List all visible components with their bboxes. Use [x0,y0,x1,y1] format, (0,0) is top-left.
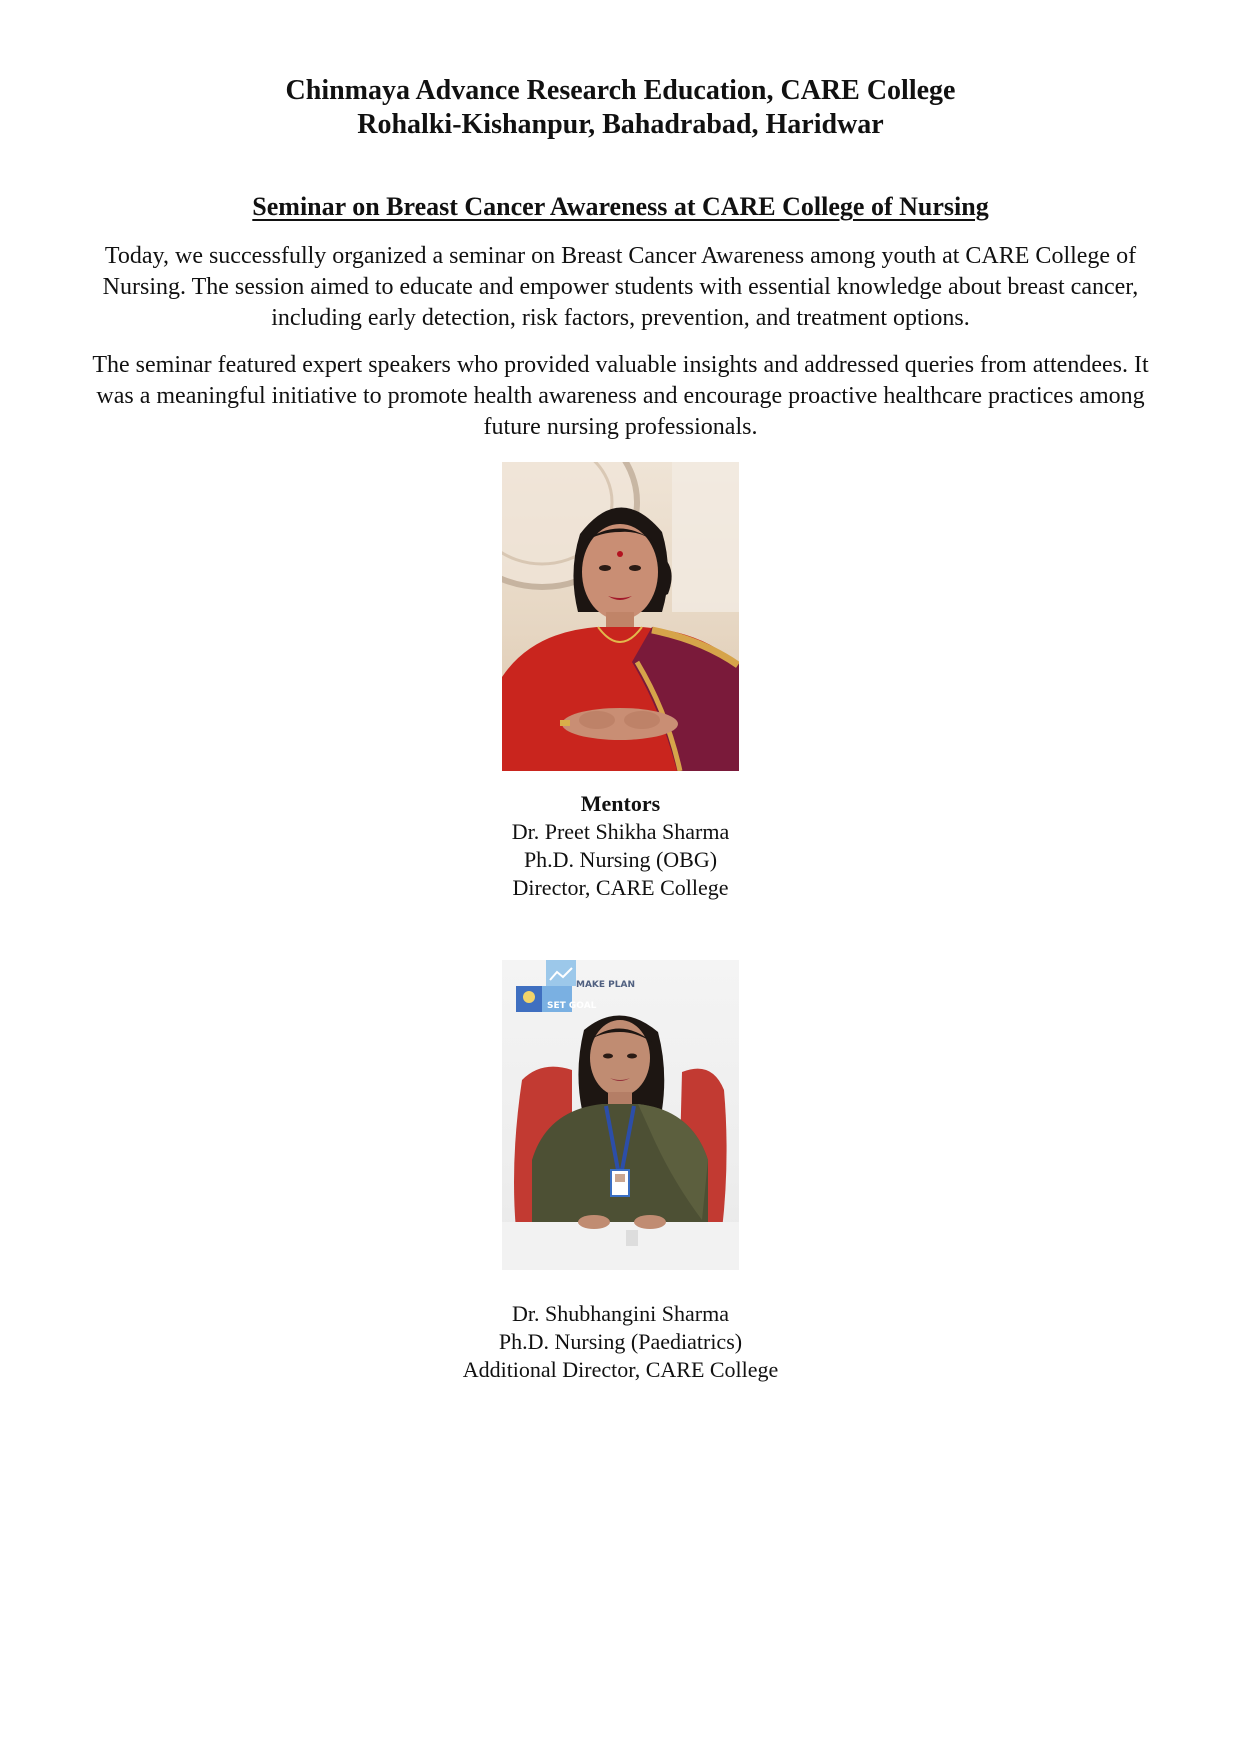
make-plan-text: MAKE PLAN [576,980,636,990]
set-goal-text: SET GOAL [547,1001,597,1011]
mentor-2-role: Additional Director, CARE College [462,1357,779,1382]
wall-sign-icon [546,960,576,986]
mentor-photo-2 [502,960,739,1270]
mentor-1-name: Dr. Preet Shikha Sharma [511,819,730,844]
mentors-heading: Mentors [580,791,661,816]
seminar-paragraph-2: The seminar featured expert speakers who provided valuable insights and addressed queries from attendees. It was a meaningful initiative to promote health awareness and encourage proactive healthcare practices among future nursing professionals. [92,352,1149,440]
mentor-1-role: Director, CARE College [512,875,729,900]
mentor-2-degree: Ph.D. Nursing (Paediatrics) [498,1329,743,1354]
seminar-title: Seminar on Breast Cancer Awareness at CARE College of Nursing [252,192,989,221]
mentor-1-degree: Ph.D. Nursing (OBG) [523,847,718,872]
institution-name: Chinmaya Advance Research Education, CARE College [285,75,956,106]
mentor-portrait-1 [502,462,739,771]
mentor-portrait-2 [502,960,739,1270]
mentor-2-name: Dr. Shubhangini Sharma [512,1301,729,1326]
institution-address: Rohalki-Kishanpur, Bahadrabad, Haridwar [357,109,884,140]
mentor-photo-1 [502,462,739,771]
seminar-paragraph-1: Today, we successfully organized a seminar on Breast Cancer Awareness among youth at CARE College of Nursing. The session aimed to educate and empower students with essential knowledge about breast cancer, including early detection, risk factors, prevention, and treatment options. [102,243,1139,331]
